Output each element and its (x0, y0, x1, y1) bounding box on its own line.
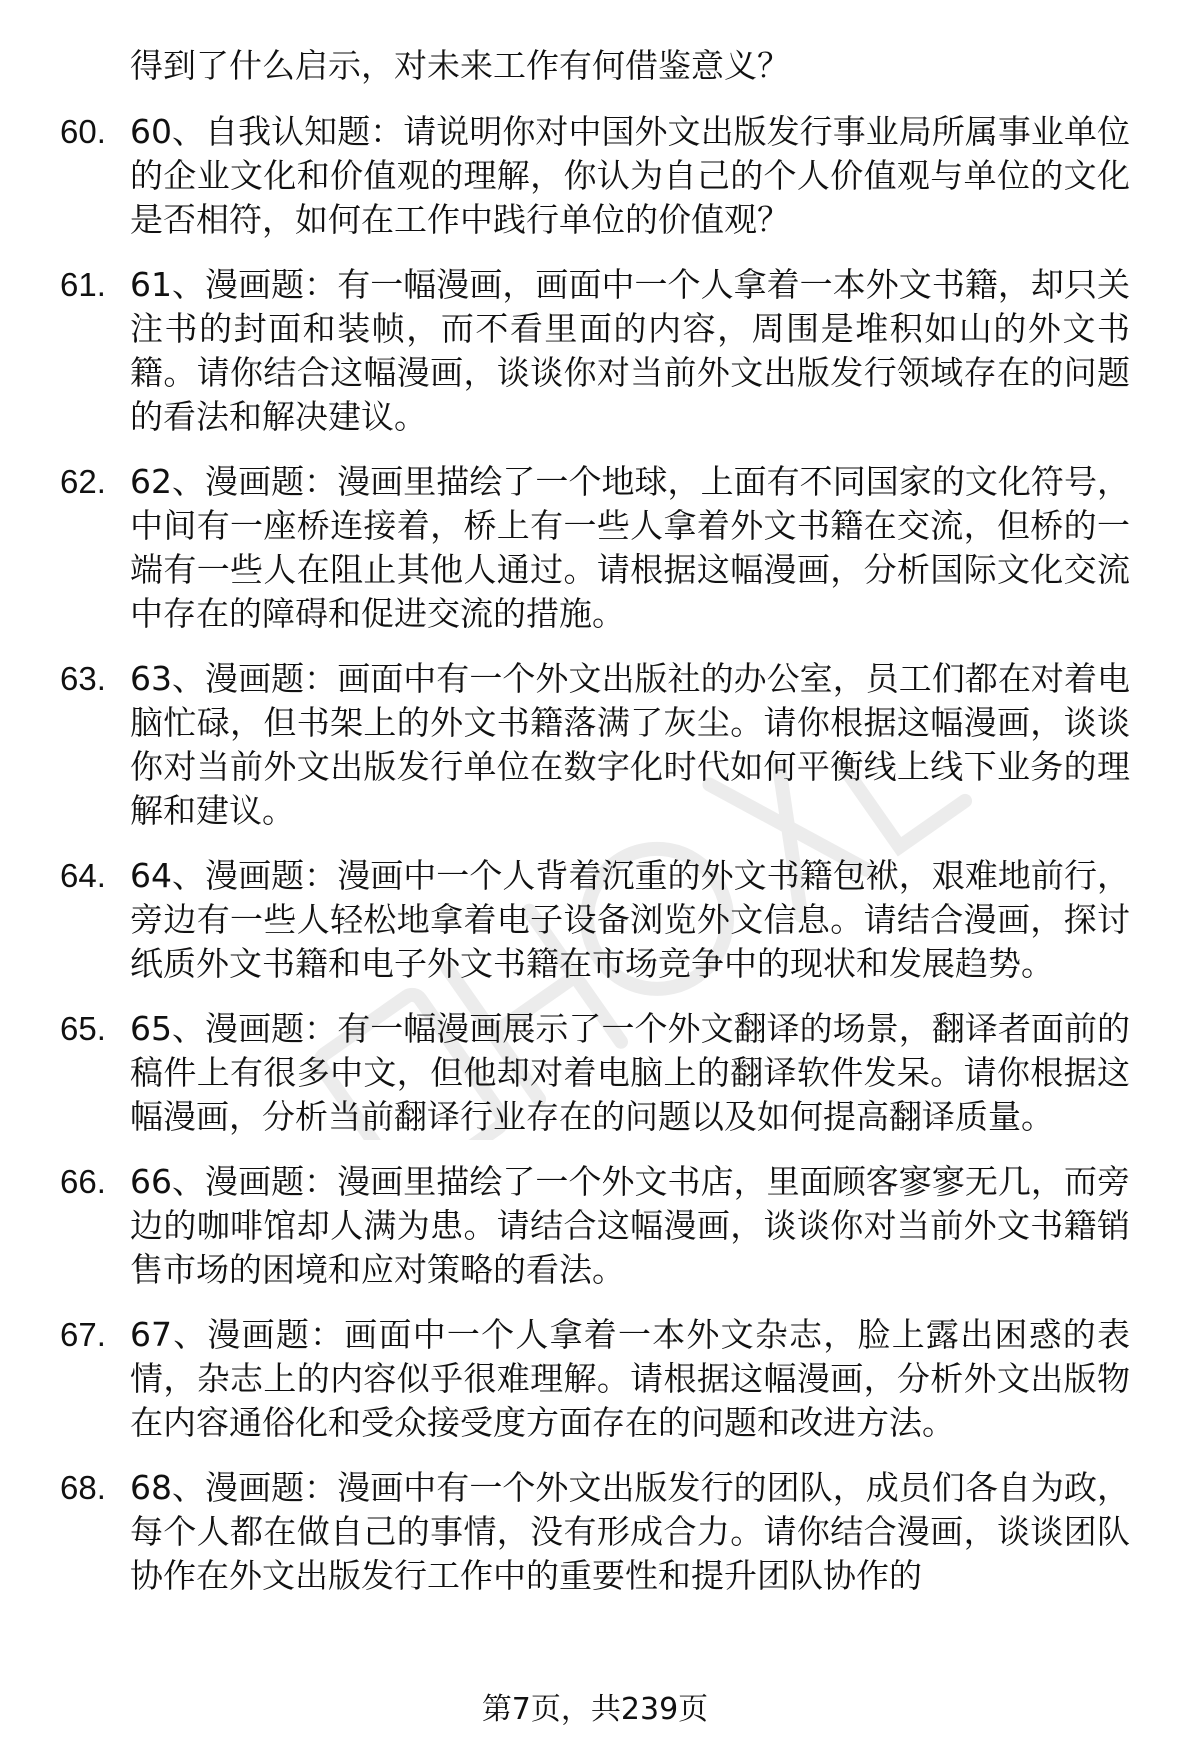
list-item (60, 1160, 1140, 1292)
list-item (60, 657, 1140, 833)
item-text: 68、漫画题：漫画中有一个外文出版发行的团队，成员们各自为政，每个人都在做自己的事情，没有形成合力。请你结合漫画，谈谈团队协作在外文出版发行工作中的重要性和提升团队协作的 (130, 1468, 1130, 1595)
item-number: 60. (60, 113, 106, 150)
item-number: 63. (60, 660, 106, 697)
list-item (60, 854, 1140, 986)
item-number: 68. (60, 1469, 106, 1506)
list-item (60, 110, 1140, 242)
item-number: 61. (60, 266, 106, 303)
content-area (60, 44, 1140, 1619)
list-item (60, 263, 1140, 439)
item-text: 65、漫画题：有一幅漫画展示了一个外文翻译的场景，翻译者面前的稿件上有很多中文，但他却对着电脑上的翻译软件发呆。请你根据这幅漫画，分析当前翻译行业存在的问题以及如何提高翻译质量。 (130, 1009, 1130, 1136)
list-item (60, 460, 1140, 636)
item-number: 66. (60, 1163, 106, 1200)
item-text: 64、漫画题：漫画中一个人背着沉重的外文书籍包袱，艰难地前行，旁边有一些人轻松地拿着电子设备浏览外文信息。请结合漫画，探讨纸质外文书籍和电子外文书籍在市场竞争中的现状和发展趋势。 (130, 856, 1130, 983)
page-footer: 第7页，共239页 (481, 1692, 709, 1727)
item-number: 62. (60, 463, 106, 500)
item-number: 64. (60, 857, 106, 894)
continued-text: 得到了什么启示，对未来工作有何借鉴意义？ (130, 46, 790, 85)
item-text: 63、漫画题：画面中有一个外文出版社的办公室，员工们都在对着电脑忙碌，但书架上的外文书籍落满了灰尘。请你根据这幅漫画，谈谈你对当前外文出版发行单位在数字化时代如何平衡线上线下业务的理解和建议。 (130, 659, 1130, 830)
list-item (60, 1007, 1140, 1139)
item-number: 65. (60, 1010, 106, 1047)
list-item (60, 1466, 1140, 1598)
item-text: 66、漫画题：漫画里描绘了一个外文书店，里面顾客寥寥无几，而旁边的咖啡馆却人满为患。请结合这幅漫画，谈谈你对当前外文书籍销售市场的困境和应对策略的看法。 (130, 1162, 1130, 1289)
item-text: 67、漫画题：画面中一个人拿着一本外文杂志，脸上露出困惑的表情，杂志上的内容似乎很难理解。请根据这幅漫画，分析外文出版物在内容通俗化和受众接受度方面存在的问题和改进方法。 (130, 1315, 1130, 1442)
item-text: 62、漫画题：漫画里描绘了一个地球，上面有不同国家的文化符号，中间有一座桥连接着，桥上有一些人拿着外文书籍在交流，但桥的一端有一些人在阻止其他人通过。请根据这幅漫画，分析国际文化交流中存在的障碍和促进交流的措施。 (130, 462, 1130, 633)
item-text: 61、漫画题：有一幅漫画，画面中一个人拿着一本外文书籍，却只关注书的封面和装帧，而不看里面的内容，周围是堆积如山的外文书籍。请你结合这幅漫画，谈谈你对当前外文出版发行领域存在的问题的看法和解决建议。 (130, 265, 1130, 436)
list-item (60, 1313, 1140, 1445)
item-number: 67. (60, 1316, 106, 1353)
item-text: 60、自我认知题：请说明你对中国外文出版发行事业局所属事业单位的企业文化和价值观的理解，你认为自己的个人价值观与单位的文化是否相符，如何在工作中践行单位的价值观？ (130, 112, 1130, 239)
